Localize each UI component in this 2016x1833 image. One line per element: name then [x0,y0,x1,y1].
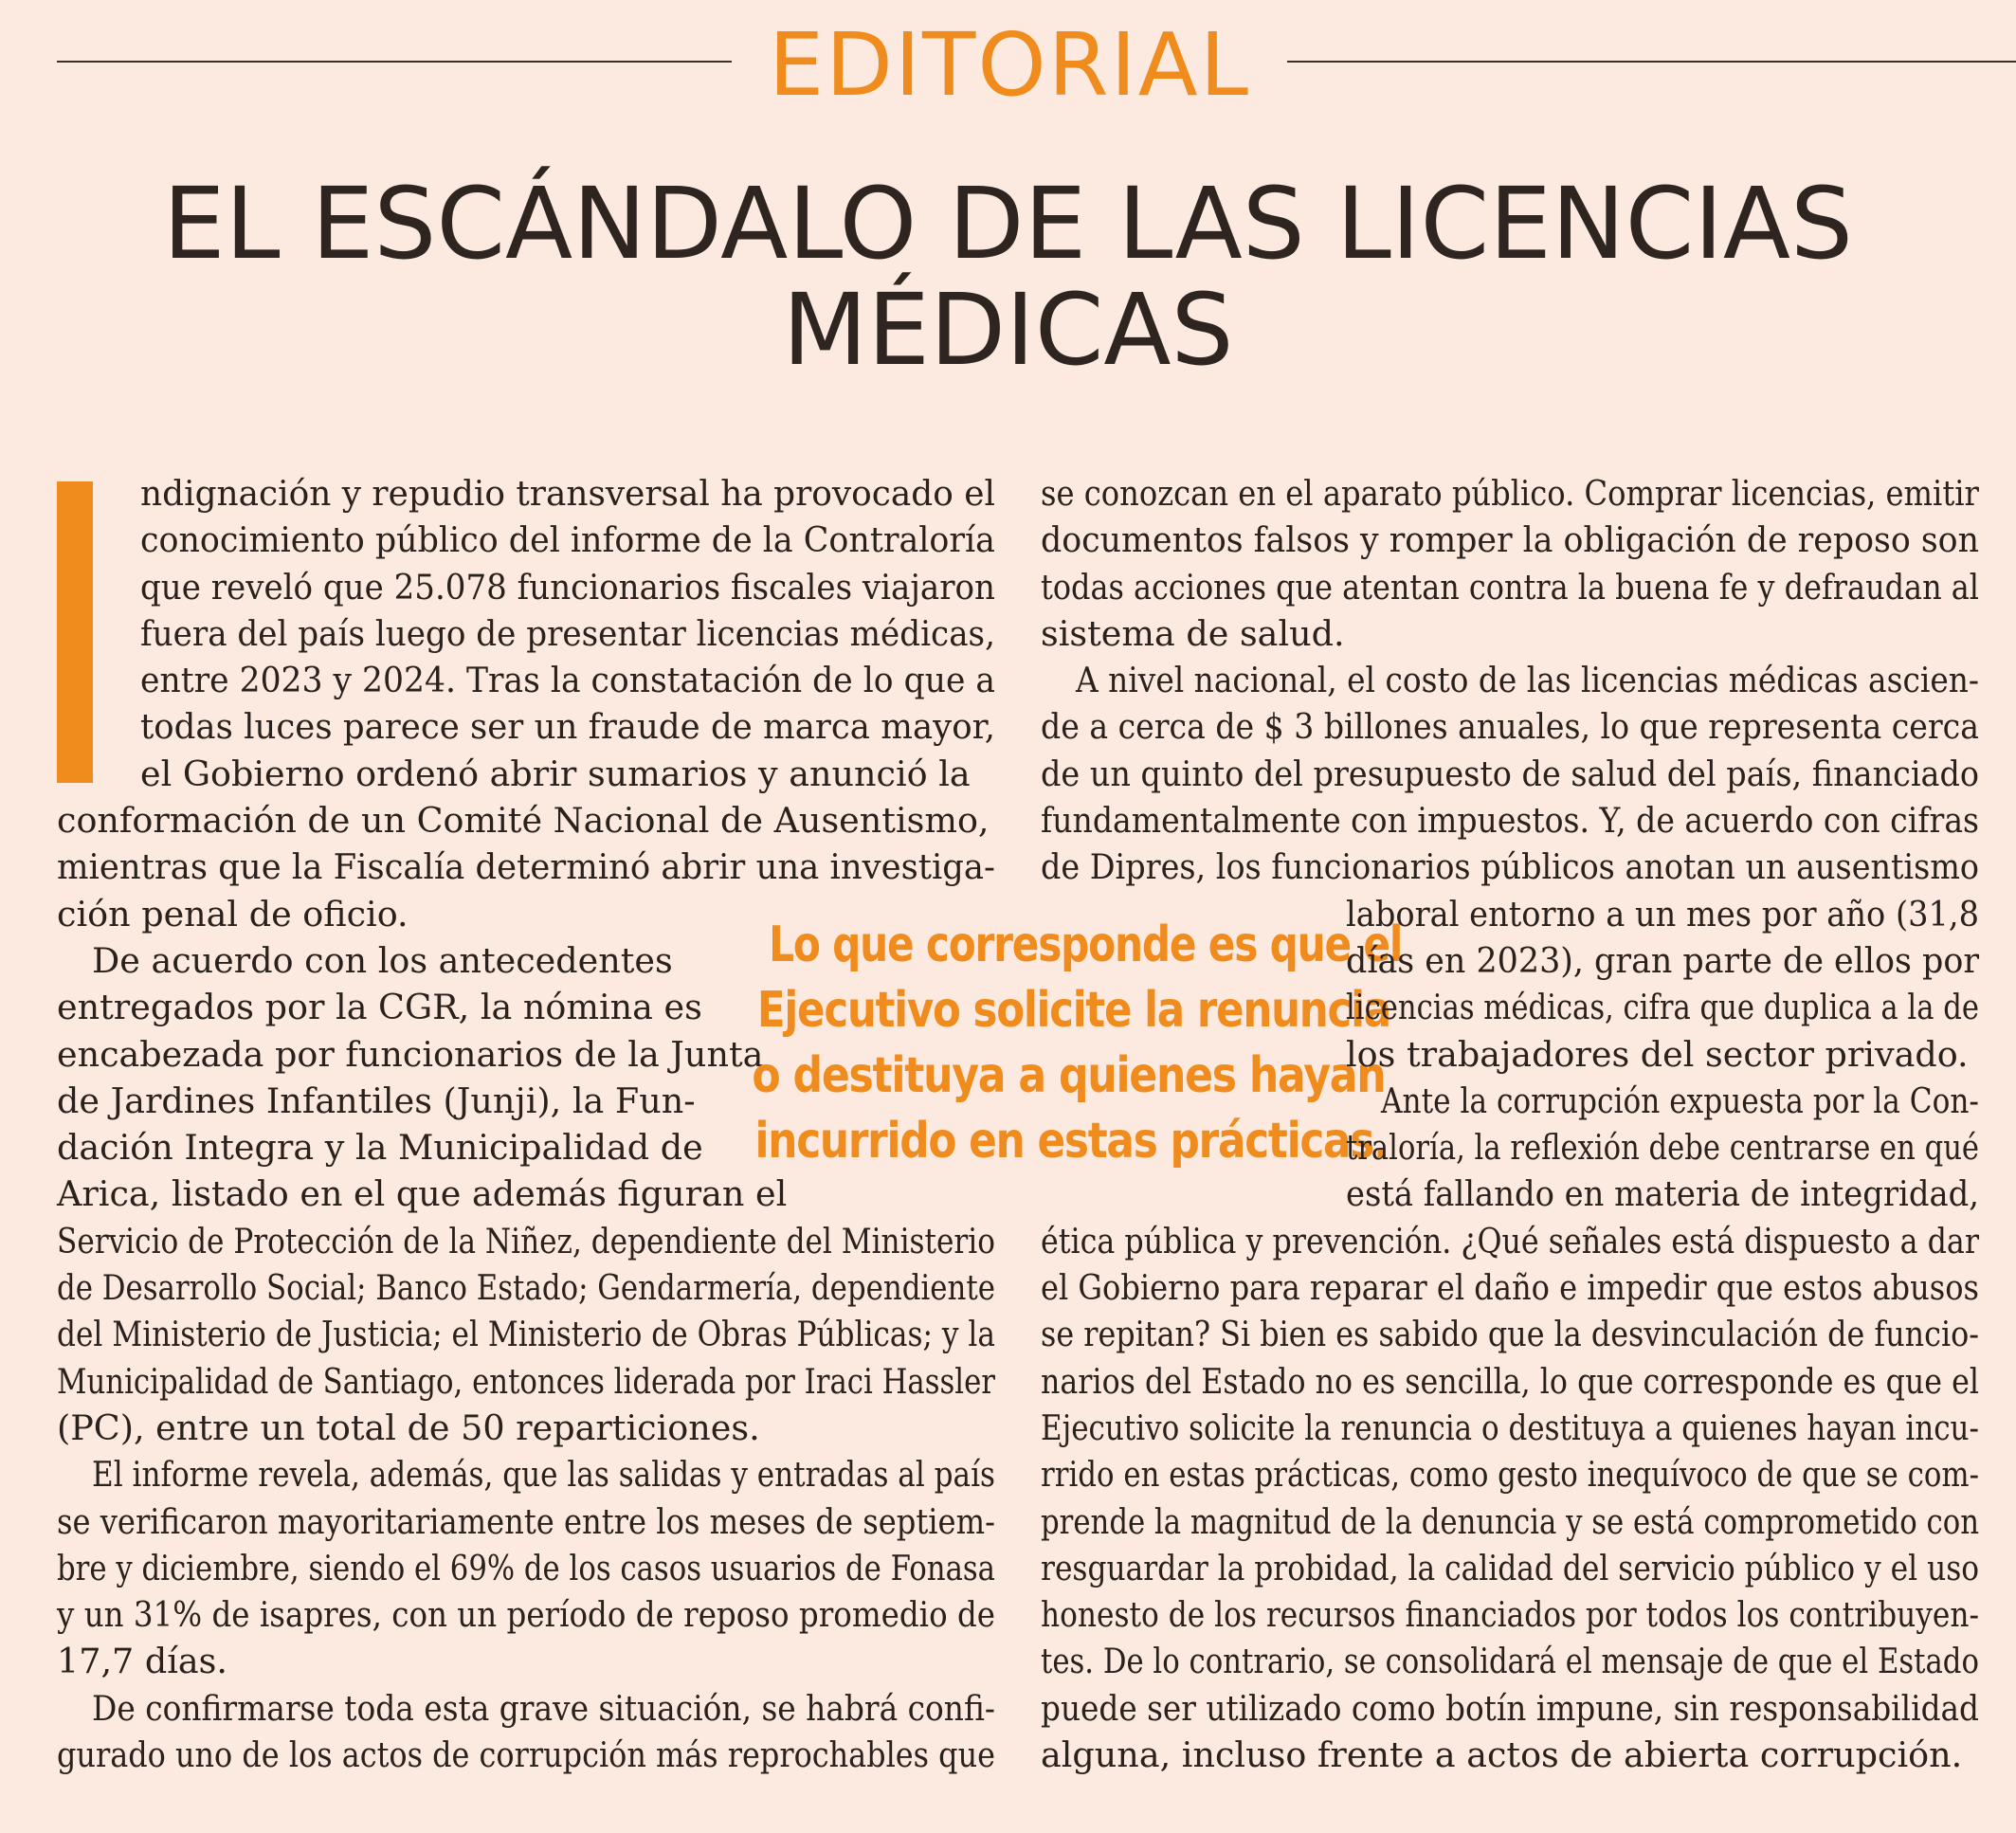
text-line: fuera del país luego de presentar licencias médicas, [140,612,995,654]
text-line: licencias médicas, cifra que duplica a la de [1346,987,1979,1028]
text-line: resguardar la probidad, la calidad del servicio público y el uso [1041,1547,1980,1588]
text-line: entre 2023 y 2024. Tras la constatación de lo que a [140,660,996,701]
text-line: entregados por la CGR, la nómina es [57,987,702,1028]
pull-quote-line: Lo que corresponde es que el [769,916,1403,973]
text-line: traloría, la reflexión debe centrarse en qué [1346,1127,1980,1169]
text-line: todas acciones que atentan contra la buena fe y defraudan al [1041,566,1979,608]
text-line: bre y diciembre, siendo el 69% de los casos usuarios de Fonasa [57,1547,996,1588]
text-line: laboral entorno a un mes por año (31,8 [1346,893,1980,935]
text-line: rrido en estas prácticas, como gesto inequívoco de que se com- [1041,1454,1979,1496]
text-line: sistema de salud. [1041,612,1345,654]
text-line: Servicio de Protección de la Niñez, dependiente del Ministerio [57,1220,995,1261]
text-line: prende la magnitud de la denuncia y se está comprometido con [1041,1500,1980,1542]
headline-line: MÉDICAS [782,272,1234,388]
text-line: de Desarrollo Social; Banco Estado; Gendarmería, dependiente [57,1267,996,1309]
text-line: De acuerdo con los antecedentes [92,939,673,981]
pull-quote-line: o destituya a quienes hayan [752,1047,1386,1104]
text-line: Ante la corrupción expuesta por la Con- [1381,1080,1979,1121]
section-header [0,0,2016,133]
pull-quote-line: incurrido en estas prácticas. [754,1113,1389,1170]
header-rule-left [57,61,732,63]
text-line: narios del Estado no es sencilla, lo que corresponde es que el [1041,1360,1979,1402]
text-line: gurado uno de los actos de corrupción más reprochables que [57,1734,996,1776]
text-line: de Jardines Infantiles (Junji), la Fun- [57,1080,696,1121]
text-line: que reveló que 25.078 funcionarios fiscales viajaron [140,566,996,608]
text-line: puede ser utilizado como botín impune, sin responsabilidad [1041,1687,1980,1729]
header-rule-right [1287,61,2016,63]
text-line: encabezada por funcionarios de la Junta [57,1033,764,1075]
text-line: alguna, incluso frente a actos de abierta corrupción. [1041,1734,1963,1776]
text-line: el Gobierno ordenó abrir sumarios y anunció la [140,753,971,794]
text-line: ndignación y repudio transversal ha provocado el [140,473,995,514]
text-line: conformación de un Comité Nacional de Ausentismo, [57,800,990,842]
text-line: Ejecutivo solicite la renuncia o destituya a quienes hayan incu- [1041,1407,1979,1448]
article-column-right [1041,470,2016,1778]
text-line: ción penal de oficio. [57,893,409,935]
text-line: Municipalidad de Santiago, entonces liderada por Iraci Hassler [57,1360,996,1402]
text-line: los trabajadores del sector privado. [1346,1033,1969,1075]
text-line: está fallando en materia de integridad, [1346,1173,1980,1215]
text-line: (PC), entre un total de 50 reparticiones. [57,1407,760,1448]
text-line: A nivel nacional, el costo de las licencias médicas ascien- [1076,660,1979,701]
text-line: se conozcan en el aparato público. Comprar licencias, emitir [1041,473,1979,514]
text-line: de a cerca de $ 3 billones anuales, lo que representa cerca [1041,706,1979,748]
headline [0,166,2016,388]
text-line: y un 31% de isapres, con un período de reposo promedio de [57,1594,996,1636]
pull-quote-line: Ejecutivo solicite la renuncia [756,982,1390,1039]
text-line: documentos falsos y romper la obligación de reposo son [1041,519,1979,561]
section-label: EDITORIAL [769,14,1250,116]
text-line: El informe revela, además, que las salidas y entradas al país [92,1454,995,1496]
text-line: del Ministerio de Justicia; el Ministerio de Obras Públicas; y la [57,1314,995,1355]
text-line: De confirmarse toda esta grave situación, se habrá confi- [92,1687,995,1729]
text-line: honesto de los recursos financiados por todos los contribuyen- [1041,1594,1980,1636]
text-line: dación Integra y la Municipalidad de [57,1127,703,1169]
text-line: se repitan? Si bien es sabido que la desvinculación de funcio- [1041,1314,1980,1355]
text-line: 17,7 días. [57,1641,228,1682]
text-line: de un quinto del presupuesto de salud del país, financiado [1041,753,1980,794]
text-line: ética pública y prevención. ¿Qué señales está dispuesto a dar [1041,1220,1980,1261]
text-line: días en 2023), gran parte de ellos por [1346,939,1980,981]
text-line: de Dipres, los funcionarios públicos anotan un ausentismo [1041,846,1980,888]
text-line: conocimiento público del informe de la Contraloría [140,519,995,561]
text-line: el Gobierno para reparar el daño e impedir que estos abusos [1041,1267,1979,1309]
text-line: todas luces parece ser un fraude de marca mayor, [140,706,996,748]
text-line: mientras que la Fiscalía determinó abrir una investiga- [57,846,995,888]
headline-line: EL ESCÁNDALO DE LAS LICENCIAS [162,166,1854,281]
text-line: fundamentalmente con impuestos. Y, de acuerdo con cifras [1041,800,1980,842]
text-line: se verificaron mayoritariamente entre los meses de septiem- [57,1500,995,1542]
text-line: Arica, listado en el que además figuran el [57,1173,788,1215]
text-line: tes. De lo contrario, se consolidará el mensaje de que el Estado [1041,1641,1979,1682]
